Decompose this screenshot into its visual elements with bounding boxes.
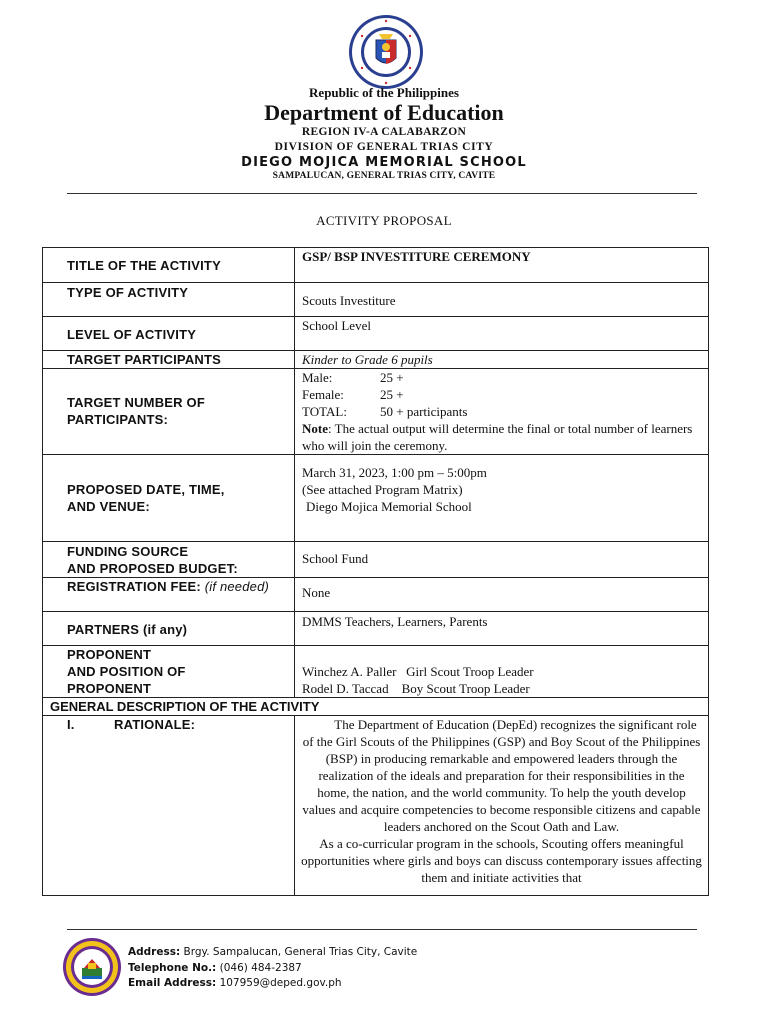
footer-email-label: Email Address:: [128, 977, 217, 989]
total-label: TOTAL:: [302, 404, 347, 419]
footer-address-label: Address:: [128, 946, 181, 958]
funding-label-line2: AND PROPOSED BUDGET:: [67, 561, 238, 576]
proposal-table: [42, 247, 709, 896]
partners-value: DMMS Teachers, Learners, Parents: [295, 612, 709, 646]
level-label: LEVEL OF ACTIVITY: [43, 317, 295, 351]
date-line3: Diego Mojica Memorial School: [306, 499, 472, 514]
male-label: Male:: [302, 370, 333, 385]
table-row: [43, 248, 709, 283]
footer-phone: (046) 484-2387: [219, 961, 302, 974]
female-label: Female:: [302, 387, 344, 402]
proponent-line1: Winchez A. Paller Girl Scout Troop Leader: [302, 664, 534, 679]
male-value: 25 +: [380, 370, 404, 385]
table-row: [43, 542, 709, 578]
note-text: : The actual output will determine the final or total number of learners who will join the ceremony.: [302, 421, 693, 453]
date-value: [295, 455, 709, 542]
date-label-line2: AND VENUE:: [67, 499, 150, 514]
footer-divider: [67, 929, 697, 930]
target-number-label: [43, 369, 295, 455]
registration-label: [43, 578, 295, 612]
table-row: [43, 317, 709, 351]
partners-label: PARTNERS (if any): [43, 612, 295, 646]
rationale-label-text: RATIONALE:: [114, 717, 196, 732]
rationale-number: I.: [67, 717, 75, 732]
table-row: [43, 369, 709, 455]
region-line: REGION IV-A CALABARZON: [301, 126, 467, 138]
target-number-value: [295, 369, 709, 455]
date-label: [43, 455, 295, 542]
republic-heading: Republic of the Philippines: [309, 85, 459, 100]
date-line1: March 31, 2023, 1:00 pm – 5:00pm: [302, 465, 487, 480]
note-label: Note: [302, 421, 328, 436]
type-value: Scouts Investiture: [295, 283, 709, 317]
proponent-label-line3: PROPONENT: [67, 681, 152, 696]
division-line: DIVISION OF GENERAL TRIAS CITY: [274, 141, 494, 153]
document-title: ACTIVITY PROPOSAL: [316, 213, 452, 228]
title-label: TITLE OF THE ACTIVITY: [43, 248, 295, 283]
proponent-label: [43, 646, 295, 698]
footer-contact: [128, 945, 417, 992]
participants-label: TARGET PARTICIPANTS: [43, 351, 295, 369]
department-heading: Department of Education: [264, 100, 504, 125]
date-label-line1: PROPOSED DATE, TIME,: [67, 482, 225, 497]
table-row: [43, 646, 709, 698]
rationale-text: [295, 716, 709, 896]
total-value: 50 + participants: [380, 404, 468, 419]
registration-value: None: [295, 578, 709, 612]
proponent-value: [295, 646, 709, 698]
registration-label-text: REGISTRATION FEE:: [67, 579, 201, 594]
table-row: [43, 455, 709, 542]
header-divider: [67, 193, 697, 194]
general-description-heading: GENERAL DESCRIPTION OF THE ACTIVITY: [43, 698, 709, 716]
level-value: School Level: [295, 317, 709, 351]
rationale-paragraph-1: The Department of Education (DepEd) recognizes the significant role of the Girl Scouts of the Philippines (GSP) and Boy Scout of the Philippines (BSP) in producing remarkable and empowered leaders through the realization of the ideals and preparation for their responsibilities in the home, the nation, and the world community. To help the youth develop values and acquire competencies to become responsible citizens and capable leaders anchored on the Scout Oath and Law.: [302, 717, 701, 834]
participants-value: Kinder to Grade 6 pupils: [295, 351, 709, 369]
school-address: SAMPALUCAN, GENERAL TRIAS CITY, CAVITE: [272, 171, 496, 181]
school-name: DIEGO MOJICA MEMORIAL SCHOOL: [241, 155, 527, 170]
funding-label-line1: FUNDING SOURCE: [67, 544, 189, 559]
table-row: [43, 716, 709, 896]
target-number-label-line2: PARTICIPANTS:: [67, 412, 169, 427]
footer-phone-label: Telephone No.:: [128, 961, 217, 974]
table-row: [43, 283, 709, 317]
table-row: [43, 578, 709, 612]
table-row: [43, 698, 709, 716]
rationale-label: [43, 716, 295, 896]
proponent-label-line1: PROPONENT: [67, 647, 152, 662]
table-row: [43, 612, 709, 646]
deped-seal-logo: [348, 14, 424, 90]
funding-value: School Fund: [295, 542, 709, 578]
table-row: [43, 351, 709, 369]
rationale-paragraph-2: As a co-curricular program in the schools, Scouting offers meaningful opportunities where girls and boys can discuss contemporary issues affecting them and initiate activities that: [301, 836, 702, 885]
funding-label: [43, 542, 295, 578]
proponent-label-line2: AND POSITION OF: [67, 664, 186, 679]
female-value: 25 +: [380, 387, 404, 402]
footer-address: Brgy. Sampalucan, General Trias City, Cavite: [183, 946, 418, 958]
registration-label-note: (if needed): [204, 579, 270, 594]
proponent-line2: Rodel D. Taccad Boy Scout Troop Leader: [302, 681, 530, 696]
school-logo: [62, 937, 122, 997]
title-value: GSP/ BSP INVESTITURE CEREMONY: [295, 248, 709, 283]
date-line2: (See attached Program Matrix): [302, 482, 463, 497]
type-label: TYPE OF ACTIVITY: [43, 283, 295, 317]
target-number-label-line1: TARGET NUMBER OF: [67, 395, 206, 410]
footer-email: 107959@deped.gov.ph: [219, 977, 342, 989]
